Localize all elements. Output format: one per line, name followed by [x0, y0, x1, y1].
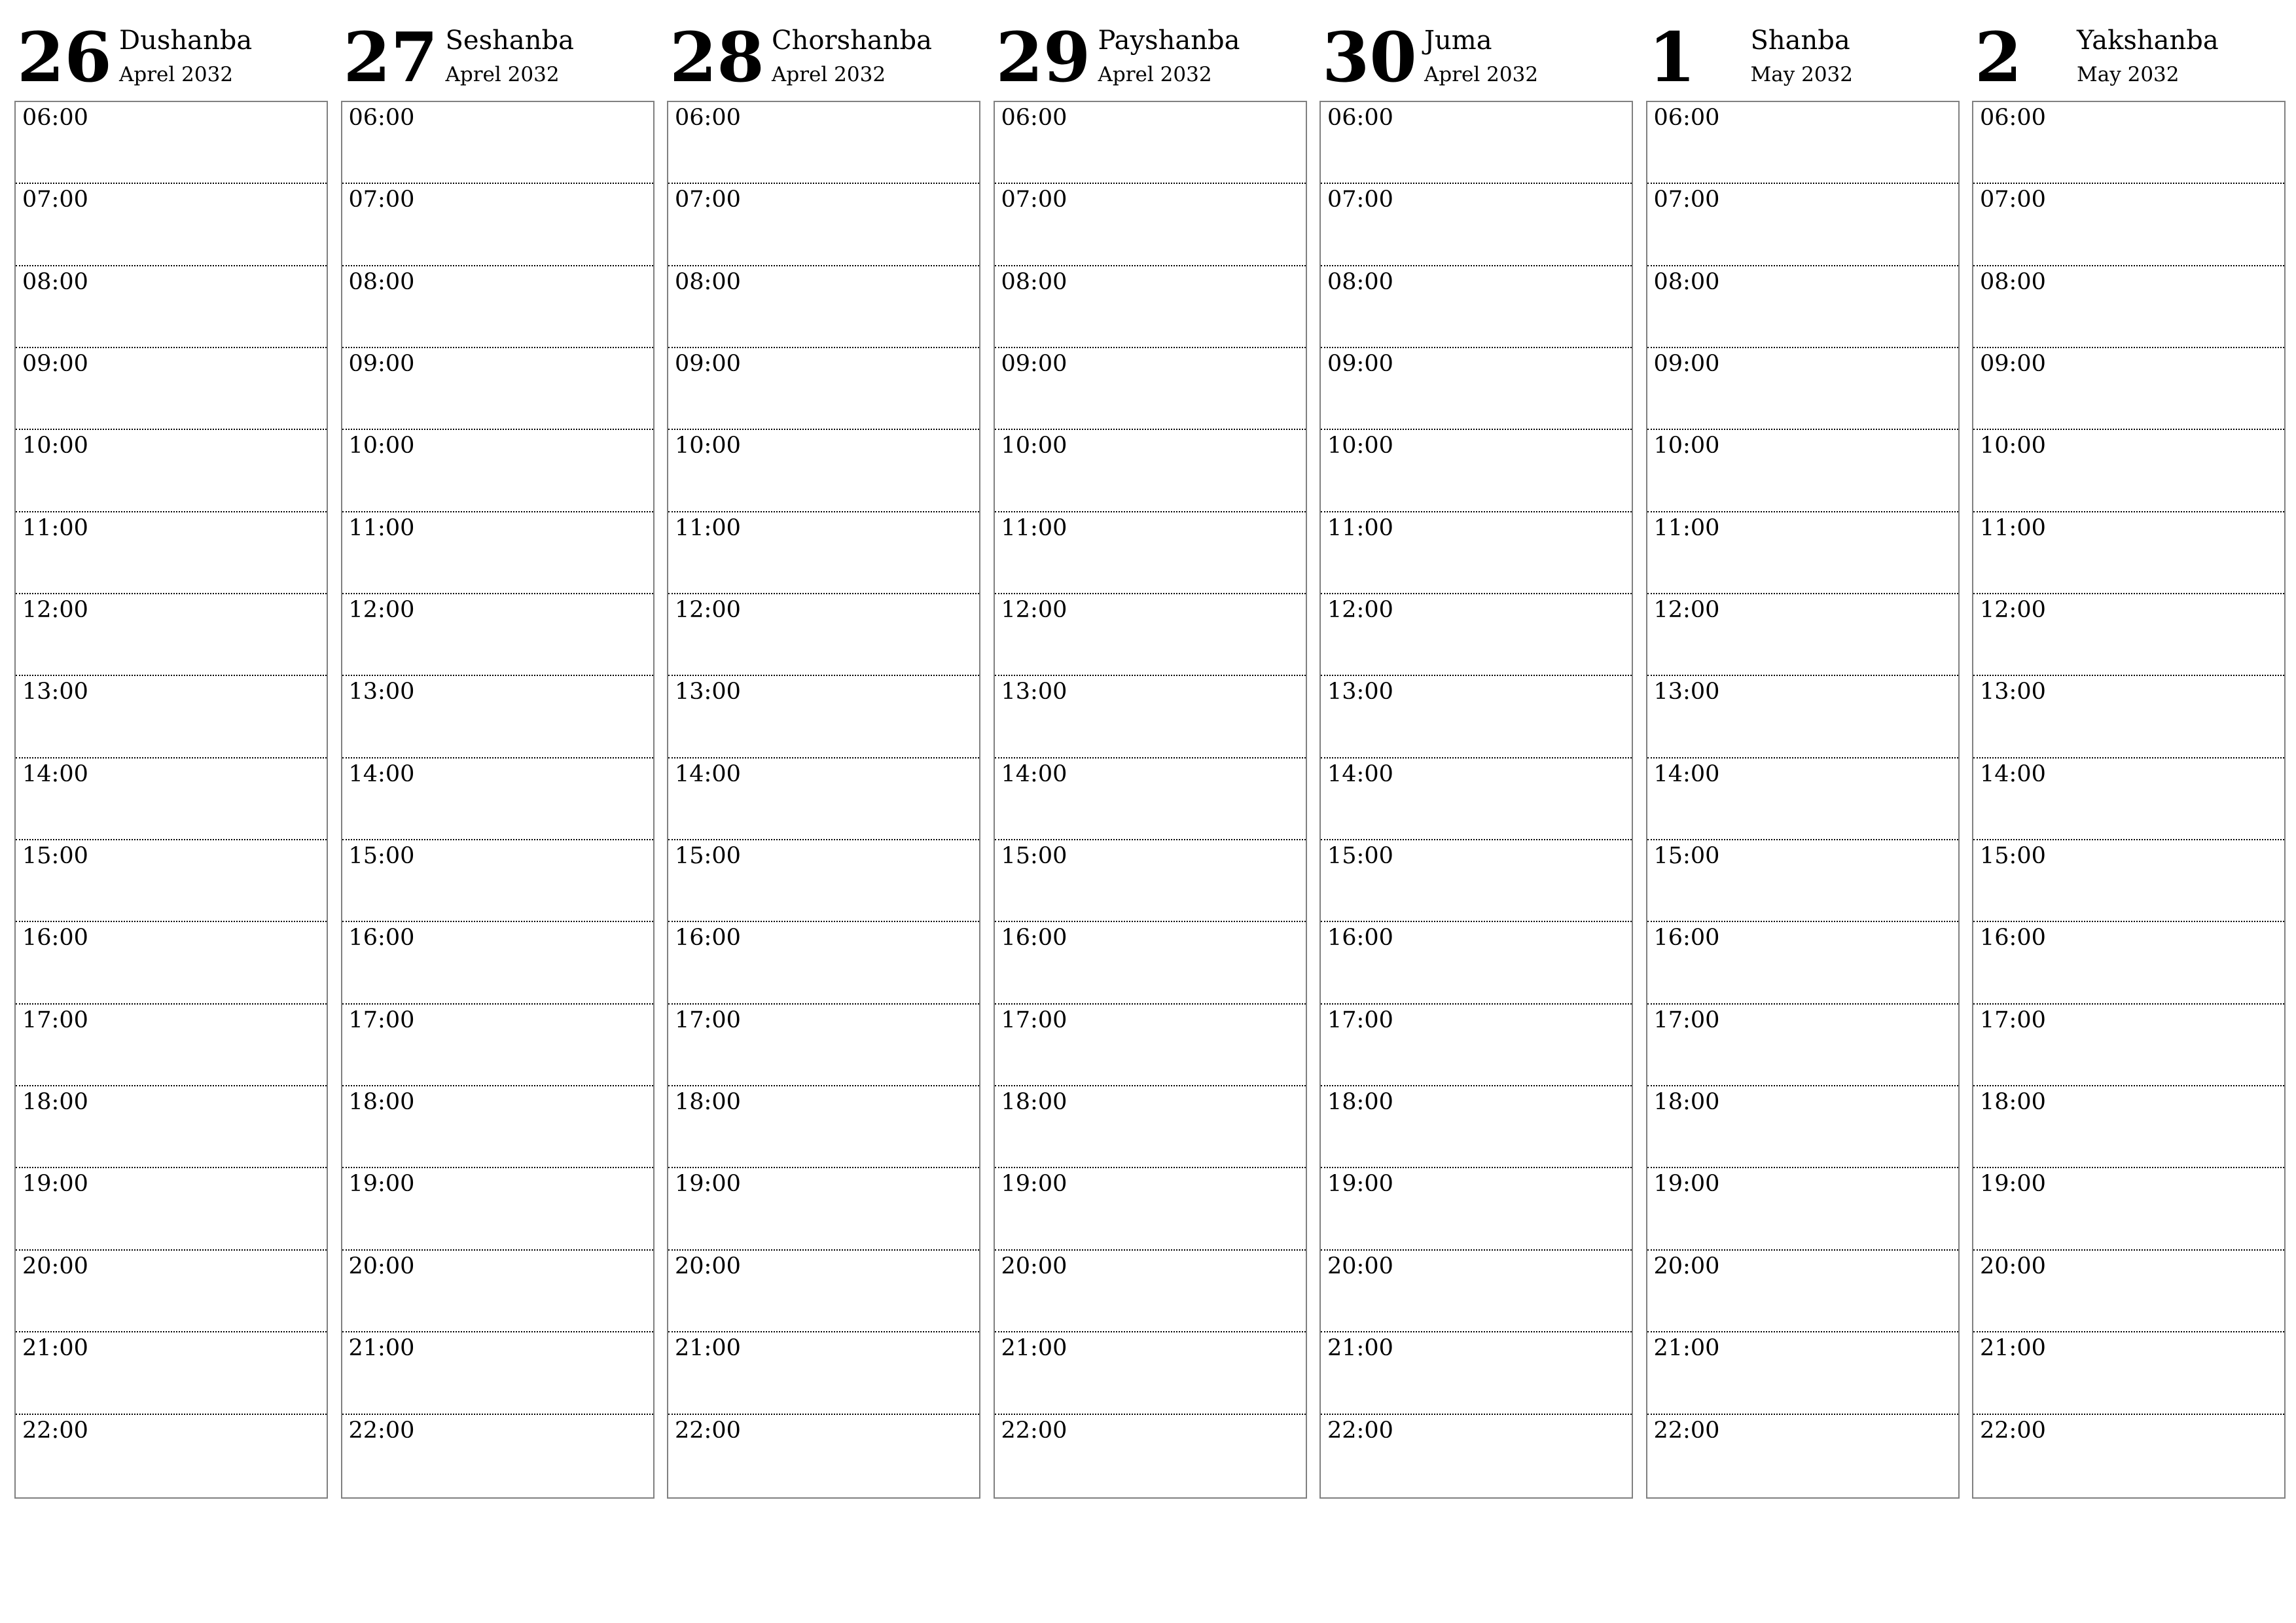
time-slot[interactable]	[1647, 1332, 1958, 1414]
time-slot-label: 20:00	[675, 1253, 741, 1279]
time-slot[interactable]	[1973, 676, 2284, 758]
time-slot[interactable]	[16, 266, 327, 348]
time-slot-label: 11:00	[1653, 514, 1720, 541]
time-slot-label: 16:00	[1001, 925, 1067, 952]
time-slot[interactable]	[1321, 1415, 1632, 1497]
time-slot[interactable]	[668, 1332, 979, 1414]
time-slot-label: 19:00	[22, 1171, 88, 1198]
time-slot[interactable]	[342, 512, 653, 594]
time-slot-label: 09:00	[348, 351, 415, 378]
time-slot[interactable]	[668, 184, 979, 266]
time-slot[interactable]	[995, 1251, 1306, 1332]
day-header	[1646, 0, 1960, 98]
time-slot[interactable]	[1973, 840, 2284, 922]
time-slot-label: 06:00	[348, 105, 415, 131]
time-slot-label: 08:00	[1327, 268, 1393, 295]
time-slot[interactable]	[1973, 266, 2284, 348]
time-slot[interactable]	[16, 512, 327, 594]
time-slot[interactable]	[16, 840, 327, 922]
time-slot-label: 07:00	[1001, 187, 1067, 213]
time-slot[interactable]	[995, 1086, 1306, 1168]
day-month-year: Aprel 2032	[119, 63, 234, 86]
time-slot[interactable]	[16, 1168, 327, 1250]
day-schedule-box	[14, 101, 328, 1499]
day-name: Dushanba	[119, 26, 253, 56]
time-slot-label: 21:00	[22, 1335, 88, 1362]
time-slot[interactable]	[342, 1005, 653, 1086]
day-header	[1972, 0, 2286, 98]
time-slot-label: 10:00	[1653, 433, 1720, 459]
time-slot[interactable]	[995, 758, 1306, 840]
time-slot-label: 13:00	[1980, 679, 2046, 705]
day-header	[14, 0, 328, 98]
time-slot[interactable]	[1973, 1086, 2284, 1168]
time-slot-label: 15:00	[22, 843, 88, 870]
time-slot[interactable]	[1973, 1332, 2284, 1414]
time-slot-label: 17:00	[1653, 1007, 1720, 1033]
time-slot[interactable]	[1647, 758, 1958, 840]
time-slot-label: 19:00	[348, 1171, 415, 1198]
day-schedule-box	[994, 101, 1307, 1499]
time-slot-label: 17:00	[675, 1007, 741, 1033]
time-slot[interactable]	[16, 430, 327, 512]
time-slot[interactable]	[1321, 1086, 1632, 1168]
time-slot-label: 09:00	[1980, 351, 2046, 378]
time-slot[interactable]	[1973, 102, 2284, 184]
time-slot-label: 11:00	[22, 514, 88, 541]
day-name: Seshanba	[445, 26, 574, 56]
time-slot-label: 21:00	[1327, 1335, 1393, 1362]
time-slot-label: 22:00	[1980, 1417, 2046, 1444]
time-slot[interactable]	[1647, 676, 1958, 758]
time-slot[interactable]	[1973, 1005, 2284, 1086]
time-slot[interactable]	[1647, 430, 1958, 512]
day-name: Juma	[1424, 26, 1492, 56]
time-slot-label: 09:00	[675, 351, 741, 378]
time-slot-label: 18:00	[1653, 1089, 1720, 1116]
time-slot-label: 15:00	[1980, 843, 2046, 870]
time-slot-label: 14:00	[675, 760, 741, 787]
day-header	[1319, 0, 1633, 98]
time-slot-label: 15:00	[348, 843, 415, 870]
time-slot[interactable]	[16, 184, 327, 266]
day-number: 27	[343, 17, 439, 98]
time-slot-label: 22:00	[675, 1417, 741, 1444]
time-slot-label: 14:00	[1001, 760, 1067, 787]
time-slot-label: 09:00	[1653, 351, 1720, 378]
time-slot[interactable]	[1973, 348, 2284, 430]
time-slot[interactable]	[1973, 184, 2284, 266]
time-slot-label: 07:00	[348, 187, 415, 213]
time-slot[interactable]	[1647, 266, 1958, 348]
day-column	[1319, 0, 1633, 1499]
time-slot-label: 11:00	[348, 514, 415, 541]
time-slot-label: 17:00	[1327, 1007, 1393, 1033]
time-slot[interactable]	[1973, 594, 2284, 676]
time-slot[interactable]	[1973, 430, 2284, 512]
time-slot[interactable]	[668, 1005, 979, 1086]
time-slot[interactable]	[1321, 102, 1632, 184]
day-column	[341, 0, 655, 1499]
time-slot-label: 17:00	[348, 1007, 415, 1033]
time-slot-label: 21:00	[348, 1335, 415, 1362]
time-slot-label: 13:00	[1001, 679, 1067, 705]
day-column	[667, 0, 980, 1499]
time-slot[interactable]	[1321, 1332, 1632, 1414]
day-name: Shanba	[1750, 26, 1850, 56]
day-column	[994, 0, 1307, 1499]
time-slot[interactable]	[668, 922, 979, 1004]
time-slot[interactable]	[342, 1086, 653, 1168]
time-slot-label: 20:00	[1001, 1253, 1067, 1279]
day-number: 28	[670, 17, 764, 98]
time-slot[interactable]	[995, 840, 1306, 922]
day-name: Payshanba	[1098, 26, 1240, 56]
time-slot[interactable]	[1647, 348, 1958, 430]
time-slot-label: 11:00	[1001, 514, 1067, 541]
day-column	[1972, 0, 2286, 1499]
time-slot[interactable]	[668, 676, 979, 758]
day-name: Chorshanba	[772, 26, 932, 56]
day-header	[341, 0, 655, 98]
time-slot[interactable]	[995, 1332, 1306, 1414]
time-slot-label: 20:00	[1653, 1253, 1720, 1279]
time-slot[interactable]	[995, 1005, 1306, 1086]
time-slot[interactable]	[1647, 594, 1958, 676]
time-slot-label: 13:00	[348, 679, 415, 705]
time-slot[interactable]	[1321, 184, 1632, 266]
time-slot-label: 08:00	[675, 268, 741, 295]
time-slot[interactable]	[995, 348, 1306, 430]
time-slot-label: 19:00	[1653, 1171, 1720, 1198]
time-slot[interactable]	[342, 184, 653, 266]
time-slot[interactable]	[1647, 1415, 1958, 1497]
time-slot[interactable]	[1321, 348, 1632, 430]
day-number: 30	[1322, 17, 1417, 98]
time-slot[interactable]	[1647, 922, 1958, 1004]
time-slot-label: 06:00	[1653, 105, 1720, 131]
time-slot[interactable]	[995, 1415, 1306, 1497]
time-slot[interactable]	[995, 922, 1306, 1004]
time-slot[interactable]	[1647, 1251, 1958, 1332]
time-slot[interactable]	[342, 840, 653, 922]
time-slot-label: 14:00	[1327, 760, 1393, 787]
time-slot-label: 11:00	[1327, 514, 1393, 541]
time-slot[interactable]	[342, 348, 653, 430]
time-slot-label: 06:00	[1001, 105, 1067, 131]
time-slot-label: 21:00	[1001, 1335, 1067, 1362]
time-slot-label: 09:00	[1001, 351, 1067, 378]
time-slot-label: 22:00	[1327, 1417, 1393, 1444]
time-slot-label: 07:00	[675, 187, 741, 213]
time-slot[interactable]	[1321, 1005, 1632, 1086]
day-month-year: May 2032	[2077, 63, 2179, 86]
time-slot-label: 15:00	[1001, 843, 1067, 870]
time-slot-label: 16:00	[1980, 925, 2046, 952]
time-slot[interactable]	[16, 102, 327, 184]
time-slot-label: 14:00	[1653, 760, 1720, 787]
time-slot[interactable]	[995, 430, 1306, 512]
time-slot-label: 06:00	[675, 105, 741, 131]
time-slot-label: 08:00	[1001, 268, 1067, 295]
time-slot-label: 12:00	[1653, 597, 1720, 624]
day-number: 2	[1975, 17, 2022, 98]
time-slot-label: 09:00	[1327, 351, 1393, 378]
day-header	[667, 0, 980, 98]
time-slot-label: 08:00	[1653, 268, 1720, 295]
time-slot-label: 09:00	[22, 351, 88, 378]
time-slot[interactable]	[342, 1168, 653, 1250]
time-slot-label: 10:00	[348, 433, 415, 459]
time-slot[interactable]	[16, 1005, 327, 1086]
time-slot-label: 22:00	[22, 1417, 88, 1444]
day-schedule-box	[341, 101, 655, 1499]
day-month-year: May 2032	[1750, 63, 1853, 86]
time-slot-label: 10:00	[22, 433, 88, 459]
time-slot-label: 18:00	[1980, 1089, 2046, 1116]
time-slot-label: 19:00	[1001, 1171, 1067, 1198]
time-slot[interactable]	[668, 840, 979, 922]
weekly-planner	[14, 0, 2287, 1499]
time-slot-label: 22:00	[1653, 1417, 1720, 1444]
time-slot-label: 16:00	[348, 925, 415, 952]
time-slot-label: 11:00	[675, 514, 741, 541]
day-schedule-box	[1646, 101, 1960, 1499]
time-slot-label: 13:00	[1327, 679, 1393, 705]
day-month-year: Aprel 2032	[772, 63, 886, 86]
time-slot[interactable]	[1647, 1168, 1958, 1250]
time-slot[interactable]	[342, 102, 653, 184]
time-slot[interactable]	[1647, 184, 1958, 266]
time-slot[interactable]	[16, 1251, 327, 1332]
time-slot[interactable]	[1321, 676, 1632, 758]
time-slot-label: 14:00	[348, 760, 415, 787]
time-slot[interactable]	[995, 594, 1306, 676]
time-slot-label: 10:00	[675, 433, 741, 459]
time-slot-label: 19:00	[1980, 1171, 2046, 1198]
day-number: 26	[17, 17, 112, 98]
time-slot[interactable]	[668, 1415, 979, 1497]
time-slot[interactable]	[1973, 1251, 2284, 1332]
time-slot-label: 19:00	[675, 1171, 741, 1198]
time-slot[interactable]	[995, 266, 1306, 348]
time-slot-label: 14:00	[1980, 760, 2046, 787]
time-slot-label: 18:00	[1001, 1089, 1067, 1116]
time-slot[interactable]	[668, 1086, 979, 1168]
time-slot[interactable]	[995, 184, 1306, 266]
time-slot[interactable]	[668, 758, 979, 840]
time-slot-label: 16:00	[675, 925, 741, 952]
time-slot[interactable]	[1973, 1415, 2284, 1497]
day-month-year: Aprel 2032	[445, 63, 560, 86]
time-slot[interactable]	[342, 922, 653, 1004]
time-slot-label: 15:00	[1327, 843, 1393, 870]
time-slot[interactable]	[16, 594, 327, 676]
time-slot[interactable]	[16, 1415, 327, 1497]
time-slot[interactable]	[1647, 102, 1958, 184]
time-slot[interactable]	[1321, 840, 1632, 922]
time-slot[interactable]	[1321, 1251, 1632, 1332]
time-slot-label: 17:00	[1980, 1007, 2046, 1033]
time-slot-label: 08:00	[348, 268, 415, 295]
time-slot[interactable]	[995, 676, 1306, 758]
time-slot-label: 14:00	[22, 760, 88, 787]
day-schedule-box	[1319, 101, 1633, 1499]
day-schedule-box	[1972, 101, 2286, 1499]
time-slot-label: 06:00	[1980, 105, 2046, 131]
time-slot-label: 17:00	[1001, 1007, 1067, 1033]
time-slot[interactable]	[995, 1168, 1306, 1250]
time-slot[interactable]	[342, 758, 653, 840]
time-slot-label: 20:00	[1980, 1253, 2046, 1279]
time-slot-label: 15:00	[675, 843, 741, 870]
time-slot-label: 16:00	[22, 925, 88, 952]
time-slot[interactable]	[16, 922, 327, 1004]
time-slot[interactable]	[16, 1086, 327, 1168]
time-slot[interactable]	[1647, 1005, 1958, 1086]
time-slot-label: 12:00	[1980, 597, 2046, 624]
time-slot[interactable]	[668, 430, 979, 512]
time-slot-label: 11:00	[1980, 514, 2046, 541]
time-slot-label: 12:00	[348, 597, 415, 624]
time-slot-label: 18:00	[675, 1089, 741, 1116]
time-slot[interactable]	[1321, 1168, 1632, 1250]
time-slot-label: 10:00	[1980, 433, 2046, 459]
time-slot[interactable]	[16, 758, 327, 840]
time-slot-label: 13:00	[22, 679, 88, 705]
time-slot-label: 21:00	[1653, 1335, 1720, 1362]
time-slot[interactable]	[1321, 922, 1632, 1004]
time-slot[interactable]	[668, 1251, 979, 1332]
time-slot-label: 15:00	[1653, 843, 1720, 870]
time-slot-label: 20:00	[1327, 1253, 1393, 1279]
time-slot[interactable]	[16, 348, 327, 430]
time-slot-label: 06:00	[22, 105, 88, 131]
time-slot[interactable]	[1973, 758, 2284, 840]
time-slot[interactable]	[1647, 840, 1958, 922]
time-slot-label: 18:00	[22, 1089, 88, 1116]
day-name: Yakshanba	[2077, 26, 2219, 56]
time-slot-label: 12:00	[22, 597, 88, 624]
time-slot-label: 07:00	[1653, 187, 1720, 213]
day-schedule-box	[667, 101, 980, 1499]
time-slot-label: 16:00	[1327, 925, 1393, 952]
time-slot[interactable]	[668, 348, 979, 430]
time-slot[interactable]	[342, 1251, 653, 1332]
time-slot-label: 12:00	[1001, 597, 1067, 624]
time-slot-label: 16:00	[1653, 925, 1720, 952]
time-slot-label: 13:00	[675, 679, 741, 705]
time-slot[interactable]	[342, 594, 653, 676]
time-slot[interactable]	[1321, 758, 1632, 840]
time-slot[interactable]	[995, 512, 1306, 594]
time-slot-label: 07:00	[1327, 187, 1393, 213]
time-slot-label: 22:00	[348, 1417, 415, 1444]
time-slot[interactable]	[995, 102, 1306, 184]
time-slot-label: 22:00	[1001, 1417, 1067, 1444]
time-slot[interactable]	[1647, 1086, 1958, 1168]
day-header	[994, 0, 1307, 98]
day-month-year: Aprel 2032	[1424, 63, 1539, 86]
time-slot[interactable]	[1321, 512, 1632, 594]
time-slot-label: 17:00	[22, 1007, 88, 1033]
time-slot-label: 10:00	[1327, 433, 1393, 459]
time-slot[interactable]	[342, 1332, 653, 1414]
time-slot-label: 19:00	[1327, 1171, 1393, 1198]
time-slot[interactable]	[16, 1332, 327, 1414]
time-slot[interactable]	[16, 676, 327, 758]
time-slot-label: 08:00	[1980, 268, 2046, 295]
time-slot[interactable]	[668, 1168, 979, 1250]
time-slot[interactable]	[1321, 594, 1632, 676]
time-slot[interactable]	[668, 512, 979, 594]
time-slot[interactable]	[1647, 512, 1958, 594]
time-slot[interactable]	[1973, 512, 2284, 594]
time-slot-label: 07:00	[1980, 187, 2046, 213]
day-number: 1	[1648, 17, 1696, 98]
time-slot-label: 21:00	[675, 1335, 741, 1362]
time-slot-label: 18:00	[1327, 1089, 1393, 1116]
time-slot[interactable]	[342, 430, 653, 512]
time-slot[interactable]	[1321, 430, 1632, 512]
day-column	[14, 0, 328, 1499]
time-slot[interactable]	[1321, 266, 1632, 348]
time-slot-label: 13:00	[1653, 679, 1720, 705]
time-slot-label: 21:00	[1980, 1335, 2046, 1362]
time-slot-label: 12:00	[675, 597, 741, 624]
time-slot-label: 20:00	[348, 1253, 415, 1279]
time-slot-label: 07:00	[22, 187, 88, 213]
time-slot[interactable]	[342, 1415, 653, 1497]
time-slot[interactable]	[342, 676, 653, 758]
time-slot-label: 20:00	[22, 1253, 88, 1279]
time-slot[interactable]	[668, 102, 979, 184]
time-slot-label: 06:00	[1327, 105, 1393, 131]
time-slot-label: 18:00	[348, 1089, 415, 1116]
time-slot-label: 10:00	[1001, 433, 1067, 459]
time-slot[interactable]	[1973, 1168, 2284, 1250]
time-slot-label: 08:00	[22, 268, 88, 295]
day-column	[1646, 0, 1960, 1499]
day-number: 29	[996, 17, 1091, 98]
time-slot[interactable]	[342, 266, 653, 348]
time-slot[interactable]	[668, 266, 979, 348]
time-slot[interactable]	[1973, 922, 2284, 1004]
time-slot-label: 12:00	[1327, 597, 1393, 624]
day-month-year: Aprel 2032	[1098, 63, 1212, 86]
time-slot[interactable]	[668, 594, 979, 676]
